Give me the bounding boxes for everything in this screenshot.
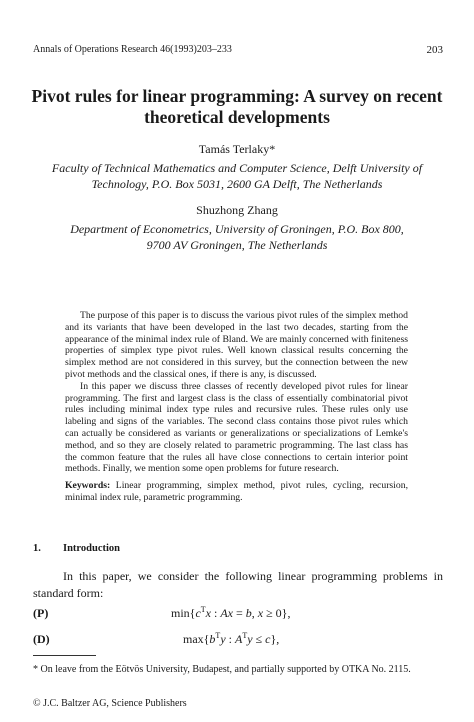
journal-citation: Annals of Operations Research 46(1993)203–233 <box>33 44 232 55</box>
copyright-notice: © J.C. Baltzer AG, Science Publishers <box>33 698 187 709</box>
affiliation-1-line-2: Technology, P.O. Box 5031, 2600 GA Delft, The Netherlands <box>91 177 383 191</box>
title-line-2: theoretical developments <box>144 107 330 127</box>
intro-text <box>33 568 443 602</box>
affiliation-2-line-2: 9700 AV Groningen, The Netherlands <box>146 238 328 252</box>
section-number: 1. <box>33 543 41 554</box>
primal-formula: $\min\{c^Tx$ : Ax = b, x ≥ 0}, <box>171 605 291 620</box>
affiliation-1-line-1: Faculty of Technical Mathematics and Computer Science, Delft University of <box>51 161 423 175</box>
dual-label: (D) <box>33 632 50 646</box>
paper-title <box>20 86 454 128</box>
affiliation-2-line-1: Department of Econometrics, University of Groningen, P.O. Box 800, <box>70 222 404 236</box>
author-name-1: Tamás Terlaky* <box>198 142 276 156</box>
keywords-label: Keywords: <box>65 480 111 492</box>
author-affiliation-2 <box>20 221 454 253</box>
equation-dual <box>33 632 443 648</box>
intro-paragraph: In this paper, we consider the following linear programming problems in standard form: <box>33 569 443 600</box>
author-affiliation-1 <box>20 160 454 192</box>
section-title: Introduction <box>63 543 120 554</box>
abstract <box>65 310 408 504</box>
primal-label: (P) <box>33 606 49 620</box>
footnote: * On leave from the Eötvös University, Budapest, and partially supported by OTKA No. 2115. <box>33 664 411 675</box>
equation-primal <box>33 606 443 622</box>
dual-formula: $\max\{b^Ty$ : $A^Ty \le c$}, <box>183 631 280 646</box>
author-name-2: Shuzhong Zhang <box>196 203 278 217</box>
keywords-list: Linear programming, simplex method, pivot rules, cycling, recursion, minimal index rule, parametric programming. <box>65 480 408 503</box>
footnote-rule <box>33 655 96 656</box>
keywords <box>65 480 408 504</box>
title-line-1: Pivot rules for linear programming: A survey on recent <box>31 86 443 106</box>
page-number: 203 <box>426 44 443 56</box>
abstract-paragraph-1: The purpose of this paper is to discuss the various pivot rules of the simplex method and its variants that have been developed in the last two decades, starting from the appearance of the minimal index rule of Bland. We are mainly concerned with finiteness properties of simplex type pivot rules. Well known classical results concerning the simplex method are not considered in this survey, but the connection between the new pivot methods and the classical ones, if there is any, is discussed. <box>65 310 408 380</box>
abstract-paragraph-2: In this paper we discuss three classes of recently developed pivot rules for linear programming. The first and largest class is the class of essentially combinatorial pivot rules including minimal index type rules and recursive rules. These rules only use labeling and signs of the variables. The second class contains those pivot rules which can actually be considered as variants or generalizations or specializations of Lemke's method, and so they are closely related to parametric programming. The last class has the common feature that the rules all have close connections to certain interior point methods. Finally, we mention some open problems for future research. <box>65 380 408 475</box>
